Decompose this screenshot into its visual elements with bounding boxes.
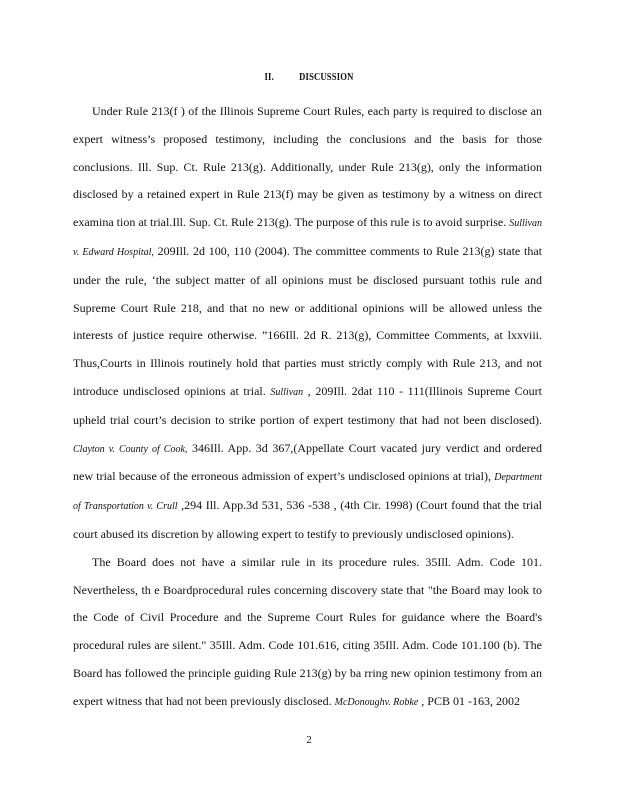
section-heading bbox=[56, 72, 563, 83]
body-text bbox=[73, 98, 542, 717]
paragraph-1-text: , 209Ill. 2dat 110 - 111(Illinois Supreme Court upheld trial court’s decision to strike portion of expert testimony that had not been disclosed). bbox=[73, 383, 542, 427]
paragraph-2 bbox=[73, 549, 542, 717]
paragraph-1-text: 209Ill. 2d 100, 110 (2004). The committee comments to Rule 213(g) state that under the rule, ‘the subject matter of all opinions must be disclosed pursuant tothis rule and Supreme Court Rule 218, and that no new or additional opinions will be allowed unless the interests of justice require otherwise. ”166Ill. 2d R. 213(g), Committee Comments, at lxxviii. Thus,Courts in Illinois routinely hold that parties must strictly comply with Rule 213, and not introduce undisclosed opinions at trial. bbox=[73, 243, 542, 398]
paragraph-1-text: 346Ill. App. 3d 367,(Appellate Court vacated jury verdict and ordered new trial because of the erroneous admission of expert’s undisclosed opinions at trial), bbox=[73, 440, 543, 484]
paragraph-2-text: , PCB 01 -163, 2002 bbox=[418, 693, 520, 708]
case-citation: Sullivan bbox=[270, 386, 304, 398]
case-citation: McDonoughv. Robke bbox=[334, 696, 419, 708]
page-number: 2 bbox=[306, 734, 312, 746]
paragraph-1-text: Under Rule 213(f ) of the Illinois Supreme Court Rules, each party is required to disclose an expert witness’s proposed testimony, including the conclusions and the basis for those conclusions. Ill. Sup. Ct. Rule 213(g). Additionally, under Rule 213(g), only the information disclosed by a retained expert in Rule 213(f) may be given as testimony by a witness on direct examina tion at trial.Ill. Sup. Ct. Rule 213(g). The purpose of this rule is to avoid surprise. bbox=[73, 104, 542, 230]
case-citation: Department of Transportation v. Crull bbox=[73, 472, 542, 513]
section-number: II. bbox=[264, 72, 274, 83]
paragraph-1 bbox=[73, 98, 542, 549]
paragraph-1-text: ,294 Ill. App.3d 531, 536 -538 , (4th Cir. 1998) (Court found that the trial court abused its discretion by allowing expert to testify to previously undisclosed opinions). bbox=[73, 498, 542, 541]
section-title: DISCUSSION bbox=[299, 72, 354, 83]
paragraph-2-text: The Board does not have a similar rule in its procedure rules. 35Ill. Adm. Code 101. Nevertheless, th e Boardprocedural rules concerning discovery state that "the Board may look to the Code of Civil Procedure and the Supreme Court Rules for guidance where the Board's procedural rules are silent." 35Ill. Adm. Code 101.616, citing 35Ill. Adm. Code 101.100 (b). The Board has followed the principle guiding Rule 213(g) by ba rring new opinion testimony from an expert witness that had not been previously disclosed. bbox=[73, 554, 542, 708]
case-citation: Sullivan v. Edward Hospital, bbox=[73, 218, 542, 258]
case-citation: Clayton v. County of Cook, bbox=[73, 443, 188, 455]
